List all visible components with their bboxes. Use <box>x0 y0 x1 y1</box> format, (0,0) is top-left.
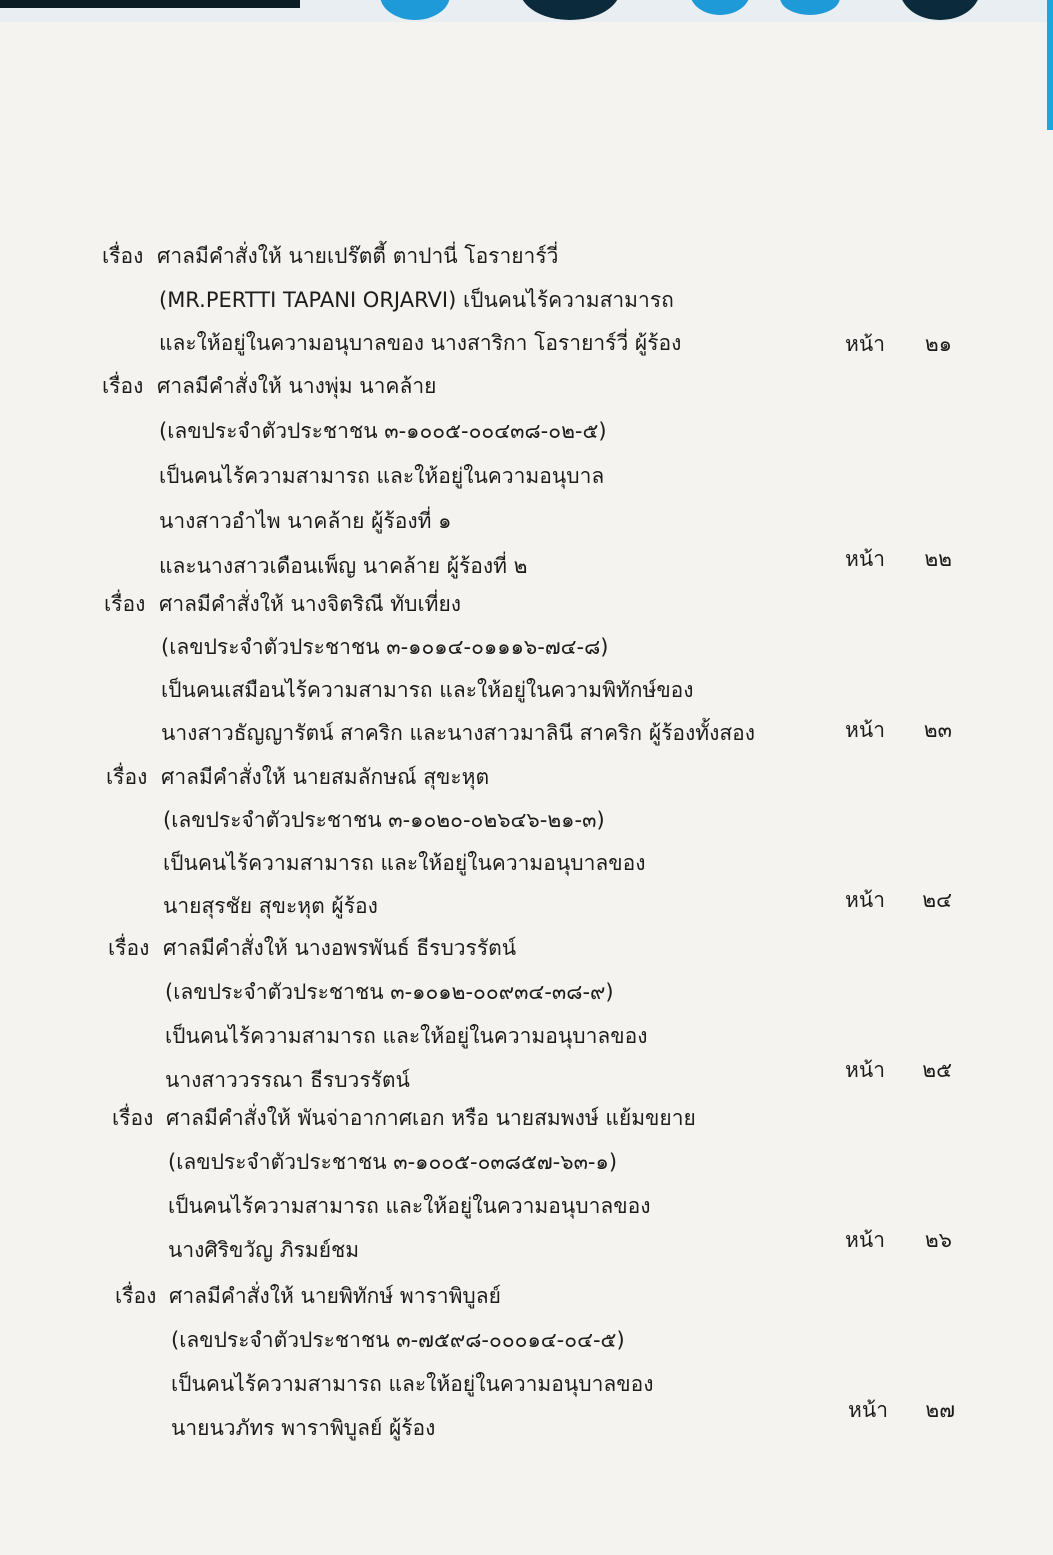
page-label: หน้า <box>845 718 885 742</box>
entry-text-line: (เลขประจำตัวประชาชน ๓-๗๕๙๘-๐๐๐๑๔-๐๔-๕) <box>171 1328 625 1352</box>
page-number: ๒๕ <box>922 1058 952 1082</box>
page-number: ๒๓ <box>923 718 952 742</box>
entry-text-line: และนางสาวเดือนเพ็ญ นาคล้าย ผู้ร้องที่ ๒ <box>159 554 528 578</box>
entry-text-line: (เลขประจำตัวประชาชน ๓-๑๐๒๐-๐๒๖๔๖-๒๑-๓) <box>163 808 605 832</box>
entry-title-label: เรื่อง <box>102 374 144 398</box>
entry-text-line: ศาลมีคำสั่งให้ นายเปร๊ตตี้ ตาปานี่ โอรายาร์วี่ <box>157 244 559 268</box>
entry-text-line: เป็นคนไร้ความสามารถ และให้อยู่ในความอนุบาลของ <box>168 1194 651 1218</box>
entry-title-label: เรื่อง <box>115 1284 157 1308</box>
entry-title-label: เรื่อง <box>104 592 146 616</box>
entry-text-line: (เลขประจำตัวประชาชน ๓-๑๐๐๕-๐๐๔๓๘-๐๒-๕) <box>159 419 607 443</box>
page-label: หน้า <box>845 332 885 356</box>
entry-title-label: เรื่อง <box>102 244 144 268</box>
entry-text-line: ศาลมีคำสั่งให้ นางจิตริณี ทับเที่ยง <box>159 592 462 616</box>
entry-text-line: เป็นคนไร้ความสามารถ และให้อยู่ในความอนุบาลของ <box>171 1372 654 1396</box>
page-number: ๒๔ <box>922 888 952 912</box>
page-label: หน้า <box>845 547 885 571</box>
page-label: หน้า <box>845 1228 885 1252</box>
entry-title-label: เรื่อง <box>108 936 150 960</box>
entry-text-line: เป็นคนไร้ความสามารถ และให้อยู่ในความอนุบาล <box>159 464 605 488</box>
entry-text-line: นางสาวธัญญารัตน์ สาคริก และนางสาวมาลินี สาคริก ผู้ร้องทั้งสอง <box>161 721 756 745</box>
entry-text-line: นางสาวอำไพ นาคล้าย ผู้ร้องที่ ๑ <box>159 509 452 533</box>
entry-text-line: เป็นคนไร้ความสามารถ และให้อยู่ในความอนุบาลของ <box>163 851 646 875</box>
page-number: ๒๒ <box>924 547 952 571</box>
page-number: ๒๖ <box>924 1228 952 1252</box>
entry-title-label: เรื่อง <box>112 1106 154 1130</box>
entry-text-line: เป็นคนไร้ความสามารถ และให้อยู่ในความอนุบาลของ <box>165 1024 648 1048</box>
page-number: ๒๗ <box>925 1398 955 1422</box>
entry-text-line: นายสุรชัย สุขะหุต ผู้ร้อง <box>163 894 378 918</box>
entry-text-line: (เลขประจำตัวประชาชน ๓-๑๐๐๕-๐๓๘๕๗-๖๓-๑) <box>168 1150 618 1174</box>
entry-text-line: และให้อยู่ในความอนุบาลของ นางสาริกา โอรายาร์วี่ ผู้ร้อง <box>159 331 682 355</box>
entry-text-line: (เลขประจำตัวประชาชน ๓-๑๐๑๔-๐๑๑๑๖-๗๔-๘) <box>161 635 609 659</box>
page-number: ๒๑ <box>924 332 952 356</box>
entry-text-line: ศาลมีคำสั่งให้ พันจ่าอากาศเอก หรือ นายสมพงษ์ แย้มขยาย <box>166 1106 696 1130</box>
page-label: หน้า <box>848 1398 888 1422</box>
page-label: หน้า <box>845 888 885 912</box>
entry-text-line: (MR.PERTTI TAPANI ORJARVI) เป็นคนไร้ความสามารถ <box>159 287 674 312</box>
entry-text-line: นางสาววรรณา ธีรบวรรัตน์ <box>165 1068 410 1092</box>
page-label: หน้า <box>845 1058 885 1082</box>
entry-text-line: นางศิริขวัญ ภิรมย์ชม <box>168 1238 360 1262</box>
entry-text-line: ศาลมีคำสั่งให้ นายสมลักษณ์ สุขะหุต <box>161 765 490 789</box>
entry-text-line: ศาลมีคำสั่งให้ นายพิทักษ์ พาราพิบูลย์ <box>169 1284 501 1308</box>
entry-text-line: (เลขประจำตัวประชาชน ๓-๑๐๑๒-๐๐๙๓๔-๓๘-๙) <box>165 980 614 1004</box>
entry-text-line: เป็นคนเสมือนไร้ความสามารถ และให้อยู่ในความพิทักษ์ของ <box>161 678 694 702</box>
entry-text-line: ศาลมีคำสั่งให้ นางอพรพันธ์ ธีรบวรรัตน์ <box>163 936 517 960</box>
entry-title-label: เรื่อง <box>106 765 148 789</box>
entry-text-line: ศาลมีคำสั่งให้ นางพุ่ม นาคล้าย <box>157 374 437 398</box>
entry-text-line: นายนวภัทร พาราพิบูลย์ ผู้ร้อง <box>171 1416 436 1440</box>
